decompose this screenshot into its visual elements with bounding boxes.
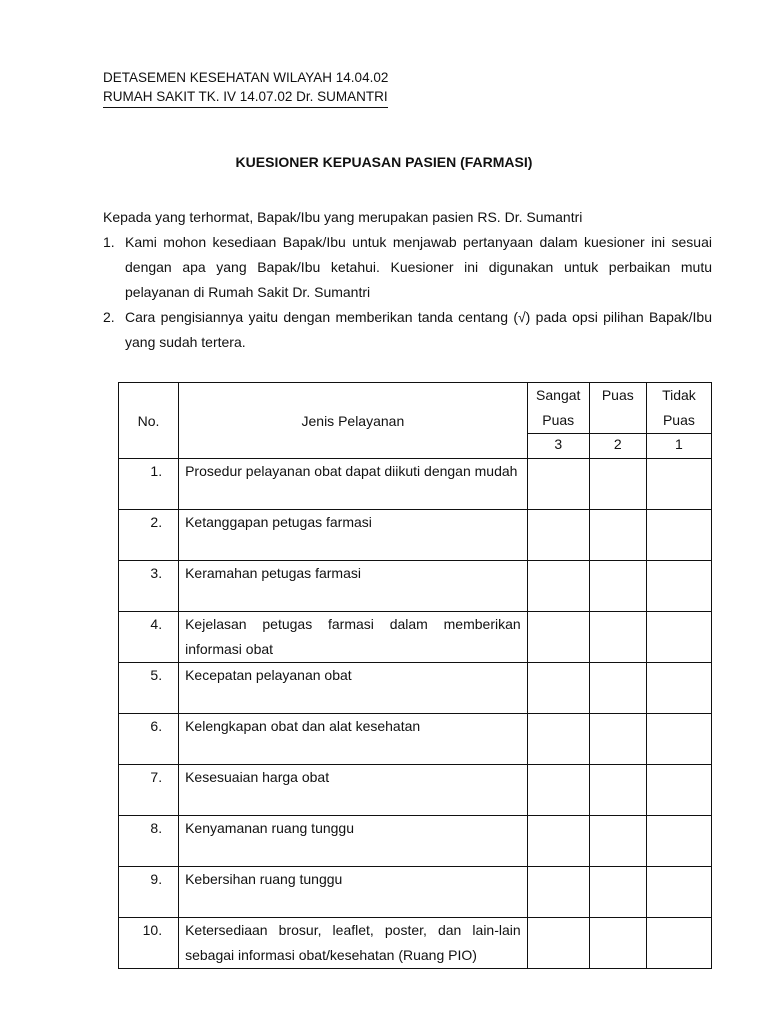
- checkbox-cell-not-satisfied[interactable]: [646, 612, 711, 663]
- checkbox-cell-not-satisfied[interactable]: [646, 816, 711, 867]
- row-number: 10.: [119, 918, 179, 969]
- table-row: [119, 867, 712, 918]
- table-row: [119, 561, 712, 612]
- score-3: 3: [527, 434, 589, 459]
- service-item: Kelengkapan obat dan alat kesehatan: [179, 714, 528, 765]
- option-label: Sangat: [536, 387, 581, 403]
- intro-section: [103, 205, 712, 355]
- option-label: Puas: [542, 412, 575, 428]
- instruction-item: [103, 305, 712, 355]
- checkbox-cell-satisfied[interactable]: [589, 867, 646, 918]
- option-label: Puas: [601, 387, 634, 403]
- table-row: [119, 612, 712, 663]
- checkbox-cell-not-satisfied[interactable]: [646, 561, 711, 612]
- service-item: Keramahan petugas farmasi: [179, 561, 528, 612]
- row-number: 6.: [119, 714, 179, 765]
- service-item: Prosedur pelayanan obat dapat diikuti dengan mudah: [179, 459, 528, 510]
- row-number: 7.: [119, 765, 179, 816]
- checkbox-cell-very-satisfied[interactable]: [527, 765, 589, 816]
- table-row: [119, 765, 712, 816]
- instruction-text: Cara pengisiannya yaitu dengan memberikan tanda centang (√) pada opsi pilihan Bapak/Ibu yang sudah tertera.: [125, 309, 712, 350]
- column-header-very-satisfied: [527, 383, 589, 434]
- table-row: [119, 816, 712, 867]
- row-number: 8.: [119, 816, 179, 867]
- column-header-service: Jenis Pelayanan: [179, 383, 528, 459]
- checkbox-cell-not-satisfied[interactable]: [646, 765, 711, 816]
- checkbox-cell-satisfied[interactable]: [589, 561, 646, 612]
- score-2: 2: [589, 434, 646, 459]
- greeting-text: Kepada yang terhormat, Bapak/Ibu yang merupakan pasien RS. Dr. Sumantri: [103, 209, 583, 225]
- service-item: Kenyamanan ruang tunggu: [179, 816, 528, 867]
- checkbox-cell-satisfied[interactable]: [589, 816, 646, 867]
- checkbox-cell-satisfied[interactable]: [589, 459, 646, 510]
- service-item: Ketanggapan petugas farmasi: [179, 510, 528, 561]
- instruction-list: [103, 230, 712, 355]
- checkbox-cell-not-satisfied[interactable]: [646, 867, 711, 918]
- table-row: [119, 663, 712, 714]
- checkbox-cell-very-satisfied[interactable]: [527, 612, 589, 663]
- row-number: 3.: [119, 561, 179, 612]
- checkbox-cell-very-satisfied[interactable]: [527, 918, 589, 969]
- row-number: 1.: [119, 459, 179, 510]
- option-label: Tidak: [662, 387, 696, 403]
- questionnaire-table: [118, 382, 712, 969]
- service-item: Ketersediaan brosur, leaflet, poster, dan lain-lain sebagai informasi obat/kesehatan (Ruang PIO): [179, 918, 528, 969]
- row-number: 2.: [119, 510, 179, 561]
- row-number: 4.: [119, 612, 179, 663]
- checkbox-cell-satisfied[interactable]: [589, 714, 646, 765]
- service-item: Kecepatan pelayanan obat: [179, 663, 528, 714]
- checkbox-cell-very-satisfied[interactable]: [527, 510, 589, 561]
- checkbox-cell-very-satisfied[interactable]: [527, 663, 589, 714]
- instruction-number: 1.: [103, 234, 115, 250]
- checkbox-cell-not-satisfied[interactable]: [646, 714, 711, 765]
- checkbox-cell-very-satisfied[interactable]: [527, 867, 589, 918]
- column-header-no: No.: [119, 383, 179, 459]
- table-row: [119, 459, 712, 510]
- questionnaire-title: KUESIONER KEPUASAN PASIEN (FARMASI): [235, 154, 533, 170]
- score-1: 1: [646, 434, 711, 459]
- checkbox-cell-very-satisfied[interactable]: [527, 459, 589, 510]
- questionnaire-rows: [119, 459, 712, 969]
- checkbox-cell-not-satisfied[interactable]: [646, 459, 711, 510]
- instruction-text: Kami mohon kesediaan Bapak/Ibu untuk menjawab pertanyaan dalam kuesioner ini sesuai dengan apa yang Bapak/Ibu ketahui. Kuesioner ini digunakan untuk perbaikan mutu pelayanan di Rumah Sakit Dr. Sumantri: [125, 234, 712, 300]
- checkbox-cell-not-satisfied[interactable]: [646, 510, 711, 561]
- instruction-item: [103, 230, 712, 305]
- instruction-number: 2.: [103, 309, 115, 325]
- checkbox-cell-very-satisfied[interactable]: [527, 816, 589, 867]
- checkbox-cell-satisfied[interactable]: [589, 510, 646, 561]
- checkbox-cell-satisfied[interactable]: [589, 663, 646, 714]
- checkbox-cell-satisfied[interactable]: [589, 612, 646, 663]
- document-header: [103, 68, 388, 108]
- row-number: 5.: [119, 663, 179, 714]
- column-header-not-satisfied: [646, 383, 711, 434]
- option-label: Puas: [662, 412, 695, 428]
- table-row: [119, 510, 712, 561]
- header-line-1: DETASEMEN KESEHATAN WILAYAH 14.04.02: [103, 70, 389, 85]
- table-row: [119, 714, 712, 765]
- checkbox-cell-satisfied[interactable]: [589, 765, 646, 816]
- service-item: Kebersihan ruang tunggu: [179, 867, 528, 918]
- service-item: Kesesuaian harga obat: [179, 765, 528, 816]
- row-number: 9.: [119, 867, 179, 918]
- column-header-satisfied: [589, 383, 646, 434]
- checkbox-cell-not-satisfied[interactable]: [646, 663, 711, 714]
- table-row: [119, 918, 712, 969]
- checkbox-cell-satisfied[interactable]: [589, 918, 646, 969]
- checkbox-cell-not-satisfied[interactable]: [646, 918, 711, 969]
- header-line-2: RUMAH SAKIT TK. IV 14.07.02 Dr. SUMANTRI: [103, 87, 388, 108]
- checkbox-cell-very-satisfied[interactable]: [527, 561, 589, 612]
- service-item: Kejelasan petugas farmasi dalam memberikan informasi obat: [179, 612, 528, 663]
- checkbox-cell-very-satisfied[interactable]: [527, 714, 589, 765]
